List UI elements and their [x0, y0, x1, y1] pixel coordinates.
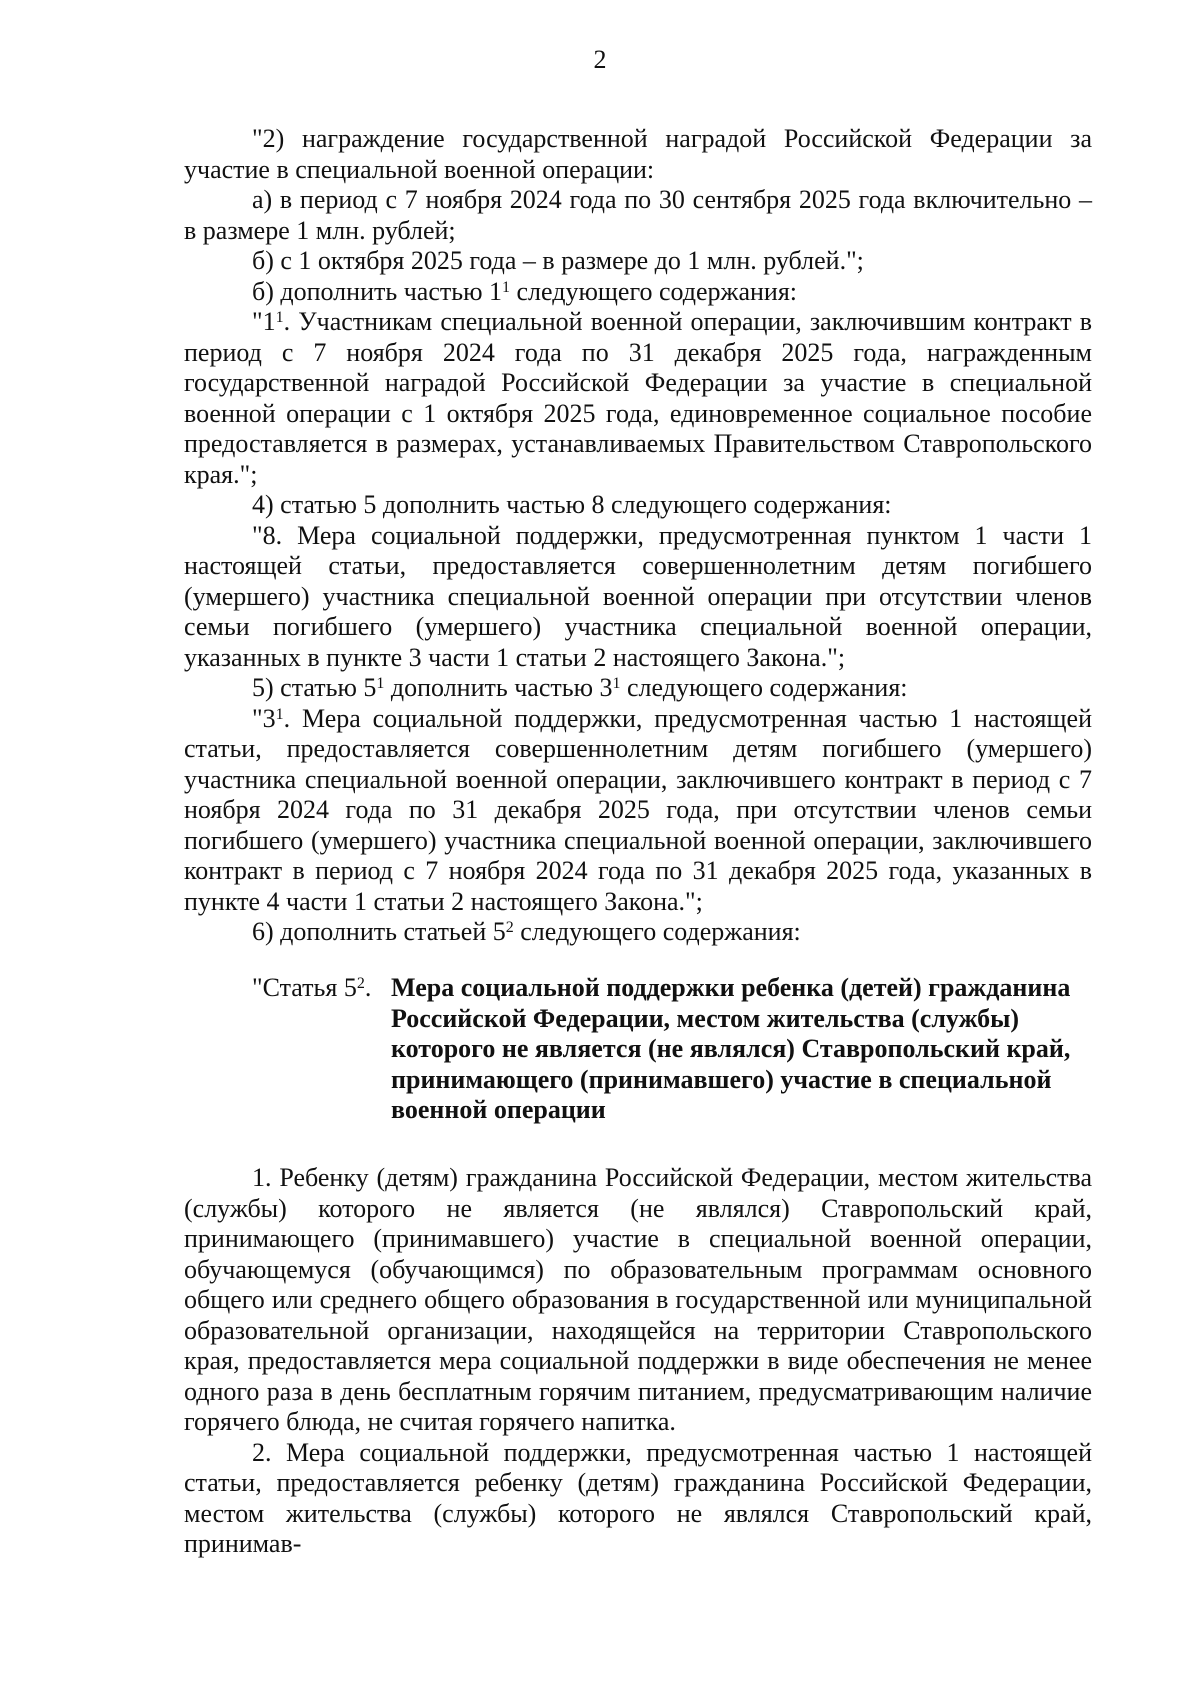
superscript: 2	[505, 919, 514, 937]
text-fragment: следующего содержания:	[620, 673, 908, 702]
superscript: 1	[376, 675, 385, 693]
article-title: Мера социальной поддержки ребенка (детей) гражданина Российской Федерации, местом жительства (службы) которого не является (не являлся) Ставропольский край, принимающего (принимавшего) участие в специальной военной операции	[391, 973, 1071, 1124]
paragraph-article-5-amend: 4) статью 5 дополнить частью 8 следующего содержания:	[252, 490, 892, 519]
article-number	[252, 973, 387, 1004]
paragraph-part-3-1-text	[184, 704, 1092, 918]
text-fragment: следующего содержания:	[513, 917, 801, 946]
text-fragment: "3	[252, 703, 276, 733]
paragraph-add-article-5-2	[184, 917, 1092, 948]
text-fragment: . Участникам специальной военной операции, заключившим контракт в период с 7 ноября 2024 года по 31 декабря 2025 года, награжденным государственной наградой Российской Федерации за участие в специальной военной операции с 1 октября 2025 года, единовременное социальное пособие предоставляется в размерах, устанавливаемых Правительством Ставропольского края.";	[184, 307, 1092, 489]
paragraph-article-5-1-amend	[184, 673, 1092, 704]
text-fragment: 5) статью 5	[252, 673, 377, 702]
superscript: 1	[612, 675, 621, 693]
page-number: 2	[593, 45, 607, 74]
paragraph-part-8-text: "8. Мера социальной поддержки, предусмотренная пунктом 1 части 1 настоящей статьи, предоставляется совершеннолетним детям погибшего (умершего) участника специальной военной операции при отсутствии членов семьи погибшего (умершего) участника специальной военной операции, указанных в пункте 3 части 1 статьи 2 настоящего Закона.";	[184, 520, 1092, 672]
superscript: 1	[275, 705, 284, 723]
superscript: 2	[356, 975, 365, 993]
text-fragment: следующего содержания:	[510, 276, 798, 306]
paragraph-add-part-1-1	[184, 277, 1092, 308]
paragraph-part-1-1-text	[184, 307, 1092, 490]
text-fragment: .	[364, 973, 372, 1002]
text-fragment: "Статья 5	[252, 973, 357, 1002]
text-fragment: . Мера социальной поддержки, предусмотренная частью 1 настоящей статьи, предоставляется совершеннолетним детям погибшего (умершего) участника специальной военной операции, заключившего контракт в период с 7 ноября 2024 года по 31 декабря 2025 года, при отсутствии членов семьи погибшего (умершего) участника специальной военной операции, заключившего контракт в период с 7 ноября 2024 года по 31 декабря 2025 года, указанных в пункте 4 части 1 статьи 2 настоящего Закона.";	[184, 703, 1092, 916]
text-fragment: "1	[252, 307, 276, 336]
superscript: 1	[502, 278, 511, 296]
paragraph-subclause-b: б) с 1 октября 2025 года – в размере до 1 млн. рублей.";	[252, 246, 864, 275]
text-fragment: б) дополнить частью 1	[252, 276, 503, 306]
paragraph-part-1: 1. Ребенку (детям) гражданина Российской Федерации, местом жительства (службы) которого не является (не являлся) Ставропольский край, принимающего (принимавшего) участие в специальной военной операции, обучающемуся (обучающимся) по образовательным программам основного общего или среднего общего образования в государственной или муниципальной образовательной организации, находящейся на территории Ставропольского края, предоставляется мера социальной поддержки в виде обеспечения не менее одного раза в день бесплатным горячим питанием, предусматривающим наличие горячего блюда, не считая горячего напитка.	[184, 1163, 1092, 1436]
amendments-block	[184, 124, 1092, 948]
article-body	[184, 1163, 1092, 1560]
paragraph-award-clause: "2) награждение государственной наградой Российской Федерации за участие в специальной военной операции:	[184, 124, 1092, 184]
paragraph-subclause-a: а) в период с 7 ноября 2024 года по 30 сентября 2025 года включительно – в размере 1 млн. рублей;	[184, 185, 1092, 245]
text-fragment: дополнить частью 3	[384, 673, 613, 702]
text-fragment: 6) дополнить статьей 5	[252, 917, 506, 946]
paragraph-part-2: 2. Мера социальной поддержки, предусмотренная частью 1 настоящей статьи, предоставляется ребенку (детям) гражданина Российской Федерации, местом жительства (службы) которого не являлся Ставропольский край, принимав-	[184, 1437, 1092, 1558]
superscript: 1	[275, 309, 284, 327]
